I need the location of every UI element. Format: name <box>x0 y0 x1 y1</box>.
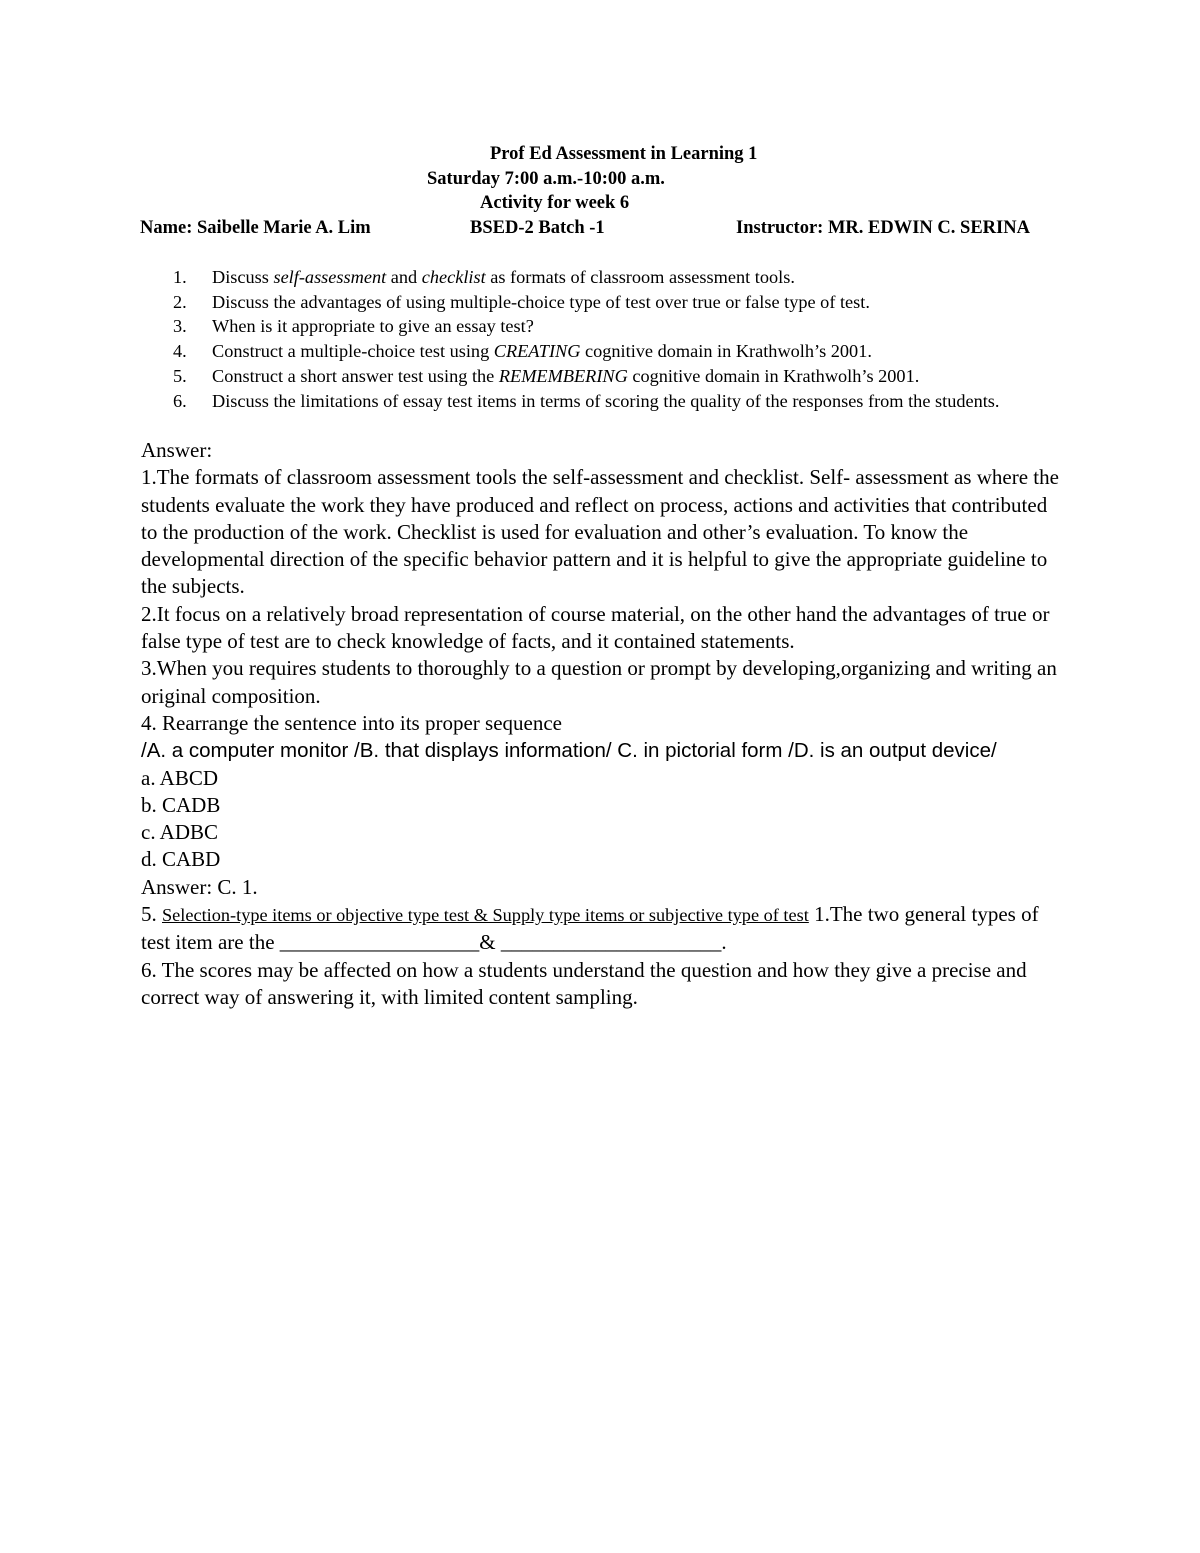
answer-4-intro: 4. Rearrange the sentence into its proper sequence <box>141 710 562 735</box>
answer-5 <box>141 901 1061 957</box>
answer-4-parts: /A. a computer monitor /B. that displays information/ C. in pictorial form /D. is an output device/ <box>141 739 997 763</box>
question-text-part: cognitive domain in Krathwolh’s 2001. <box>580 341 872 361</box>
question-number: 2. <box>173 292 187 312</box>
question-number: 1. <box>173 267 187 287</box>
question-emphasis: REMEMBERING <box>498 366 628 386</box>
answer-5-key: Selection-type items or objective type test & Supply type items or subjective type of test <box>162 905 809 926</box>
activity-line: Activity for week 6 <box>480 193 630 213</box>
question-number: 4. <box>173 341 187 361</box>
batch-label: BSED-2 Batch -1 <box>470 218 605 238</box>
document-title: Prof Ed Assessment in Learning 1 <box>490 144 758 164</box>
answer-label: Answer: <box>141 438 213 462</box>
question-text <box>212 364 1052 389</box>
student-name: Name: Saibelle Marie A. Lim <box>140 218 371 238</box>
question-text-part: Construct a multiple-choice test using <box>212 341 494 361</box>
question-text: Discuss the limitations of essay test items in terms of scoring the quality of the responses from the students. <box>212 391 1000 411</box>
question-text <box>212 265 1052 290</box>
question-emphasis: checklist <box>421 267 486 287</box>
answer-6: 6. The scores may be affected on how a students understand the question and how they give a precise and correct way of answering it, with limited content sampling. <box>141 957 1027 1009</box>
question-text <box>212 339 1052 364</box>
answer-4-option-a: a. ABCD <box>141 765 219 790</box>
question-number: 5. <box>173 366 187 386</box>
question-text: Discuss the advantages of using multiple-choice type of test over true or false type of test. <box>212 292 870 312</box>
question-text-part: Discuss <box>212 267 274 287</box>
answer-5-question: 1.The two general types of test item are the ___________________& _____________________. <box>141 902 1039 955</box>
question-text-part: and <box>386 267 422 287</box>
answer-3: 3.When you requires students to thoroughly to a question or prompt by developing,organizing and writing an original composition. <box>141 656 1057 708</box>
question-text-part: Construct a short answer test using the <box>212 366 499 386</box>
answer-4-key: Answer: C. 1. <box>141 874 258 899</box>
answer-4-option-c: c. ADBC <box>141 820 219 845</box>
answer-1: 1.The formats of classroom assessment tools the self-assessment and checklist. Self- assessment as where the students evaluate the work they have produced and reflect on process, actions and activities that contributed to the production of the work. Checklist is used for evaluation and other’s evaluation. To know the developmental direction of the specific behavior pattern and it is helpful to give the appropriate guideline to the subjects. <box>141 465 1059 599</box>
answer-4-option-b: b. CADB <box>141 792 221 817</box>
instructor-label: Instructor: MR. EDWIN C. SERINA <box>736 218 1030 238</box>
question-number: 6. <box>173 391 187 411</box>
question-number: 3. <box>173 316 187 336</box>
answers-section <box>141 437 1061 1011</box>
answer-2: 2.It focus on a relatively broad representation of course material, on the other hand the advantages of true or false type of test are to check knowledge of facts, and it contained statements. <box>141 601 1050 654</box>
answer-4-option-d: d. CABD <box>141 847 221 872</box>
question-text: When is it appropriate to give an essay test? <box>212 316 534 336</box>
answer-5-number: 5. <box>141 902 162 927</box>
schedule-line: Saturday 7:00 a.m.-10:00 a.m. <box>427 169 665 189</box>
question-emphasis: self-assessment <box>273 267 387 287</box>
question-text-part: cognitive domain in Krathwolh’s 2001. <box>627 366 920 386</box>
question-text-part: as formats of classroom assessment tools. <box>485 267 795 287</box>
question-emphasis: CREATING <box>493 341 581 361</box>
